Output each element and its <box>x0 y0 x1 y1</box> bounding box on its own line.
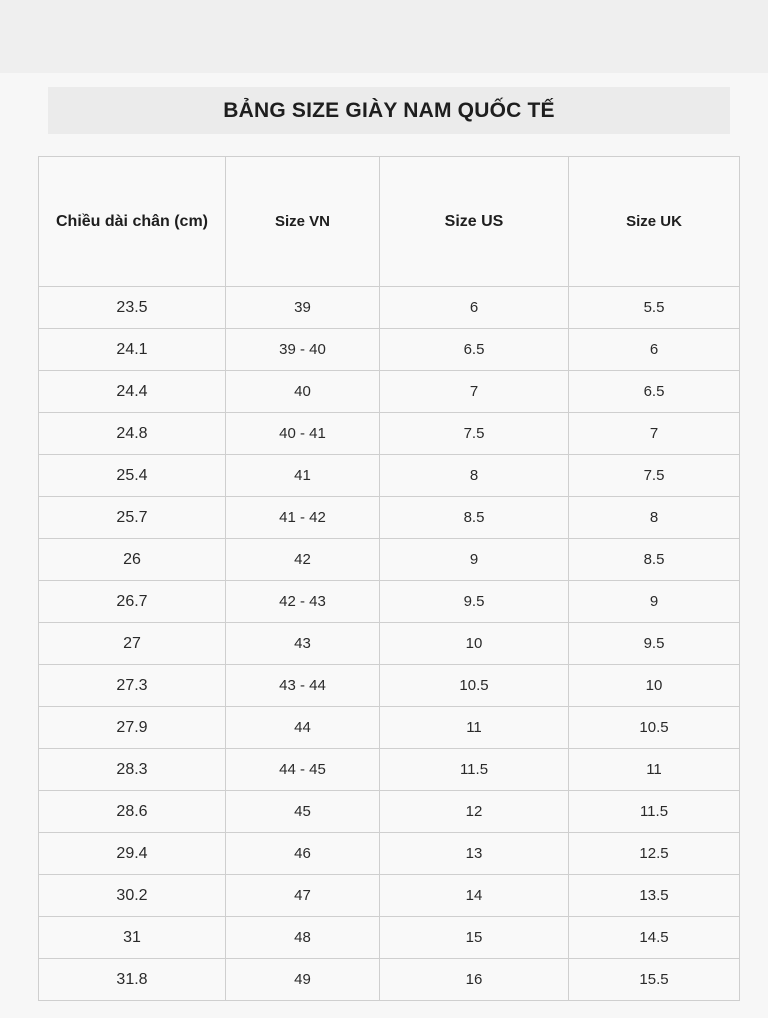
cell-size-uk: 9 <box>569 581 740 623</box>
cell-size-us: 10 <box>380 623 569 665</box>
table-row <box>39 497 740 539</box>
cell-foot-length: 27.9 <box>39 707 226 749</box>
table-row <box>39 287 740 329</box>
cell-size-us: 11.5 <box>380 749 569 791</box>
cell-size-us: 15 <box>380 917 569 959</box>
cell-size-vn: 39 - 40 <box>226 329 380 371</box>
table-row <box>39 623 740 665</box>
table-row <box>39 917 740 959</box>
cell-size-vn: 41 <box>226 455 380 497</box>
cell-foot-length: 25.4 <box>39 455 226 497</box>
cell-foot-length: 31 <box>39 917 226 959</box>
cell-foot-length: 31.8 <box>39 959 226 1001</box>
table-body <box>39 287 740 1001</box>
cell-size-vn: 44 - 45 <box>226 749 380 791</box>
cell-size-uk: 7.5 <box>569 455 740 497</box>
cell-size-uk: 8 <box>569 497 740 539</box>
cell-size-us: 8.5 <box>380 497 569 539</box>
cell-size-vn: 48 <box>226 917 380 959</box>
cell-size-vn: 43 - 44 <box>226 665 380 707</box>
table-row <box>39 959 740 1001</box>
cell-size-uk: 11.5 <box>569 791 740 833</box>
table-row <box>39 707 740 749</box>
cell-foot-length: 27 <box>39 623 226 665</box>
cell-size-vn: 40 <box>226 371 380 413</box>
column-header-size-vn: Size VN <box>226 157 380 287</box>
cell-size-uk: 15.5 <box>569 959 740 1001</box>
cell-size-uk: 13.5 <box>569 875 740 917</box>
table-row <box>39 371 740 413</box>
cell-foot-length: 28.3 <box>39 749 226 791</box>
cell-size-vn: 47 <box>226 875 380 917</box>
table-row <box>39 791 740 833</box>
cell-size-vn: 44 <box>226 707 380 749</box>
cell-size-us: 8 <box>380 455 569 497</box>
column-header-foot-length: Chiều dài chân (cm) <box>39 157 226 287</box>
column-header-size-us: Size US <box>380 157 569 287</box>
cell-size-uk: 8.5 <box>569 539 740 581</box>
cell-size-us: 12 <box>380 791 569 833</box>
table-row <box>39 539 740 581</box>
cell-size-vn: 39 <box>226 287 380 329</box>
page-title: BẢNG SIZE GIÀY NAM QUỐC TẾ <box>223 98 555 122</box>
cell-foot-length: 27.3 <box>39 665 226 707</box>
cell-size-vn: 46 <box>226 833 380 875</box>
cell-size-uk: 6 <box>569 329 740 371</box>
cell-foot-length: 23.5 <box>39 287 226 329</box>
table-row <box>39 833 740 875</box>
cell-size-us: 7 <box>380 371 569 413</box>
table-row <box>39 875 740 917</box>
cell-size-uk: 5.5 <box>569 287 740 329</box>
cell-size-vn: 42 <box>226 539 380 581</box>
cell-size-uk: 10.5 <box>569 707 740 749</box>
cell-size-us: 10.5 <box>380 665 569 707</box>
cell-size-vn: 49 <box>226 959 380 1001</box>
cell-size-us: 9 <box>380 539 569 581</box>
cell-size-us: 6.5 <box>380 329 569 371</box>
size-chart-table <box>38 156 740 1001</box>
table-row <box>39 749 740 791</box>
top-band <box>0 0 768 73</box>
cell-size-us: 13 <box>380 833 569 875</box>
cell-foot-length: 26.7 <box>39 581 226 623</box>
cell-size-uk: 10 <box>569 665 740 707</box>
cell-size-uk: 12.5 <box>569 833 740 875</box>
cell-foot-length: 29.4 <box>39 833 226 875</box>
cell-size-us: 6 <box>380 287 569 329</box>
cell-foot-length: 30.2 <box>39 875 226 917</box>
column-header-size-uk: Size UK <box>569 157 740 287</box>
title-bar <box>48 87 730 134</box>
cell-size-us: 11 <box>380 707 569 749</box>
cell-foot-length: 28.6 <box>39 791 226 833</box>
table-row <box>39 413 740 455</box>
cell-size-uk: 11 <box>569 749 740 791</box>
cell-size-uk: 14.5 <box>569 917 740 959</box>
cell-size-us: 16 <box>380 959 569 1001</box>
cell-size-vn: 40 - 41 <box>226 413 380 455</box>
cell-size-vn: 41 - 42 <box>226 497 380 539</box>
table-row <box>39 455 740 497</box>
cell-size-uk: 6.5 <box>569 371 740 413</box>
cell-size-uk: 7 <box>569 413 740 455</box>
cell-foot-length: 26 <box>39 539 226 581</box>
cell-size-us: 7.5 <box>380 413 569 455</box>
table-row <box>39 581 740 623</box>
cell-foot-length: 25.7 <box>39 497 226 539</box>
table-row <box>39 665 740 707</box>
cell-size-us: 14 <box>380 875 569 917</box>
cell-foot-length: 24.1 <box>39 329 226 371</box>
cell-size-vn: 42 - 43 <box>226 581 380 623</box>
table-row <box>39 329 740 371</box>
cell-size-vn: 45 <box>226 791 380 833</box>
table-header-row <box>39 157 740 287</box>
cell-size-us: 9.5 <box>380 581 569 623</box>
cell-size-vn: 43 <box>226 623 380 665</box>
cell-size-uk: 9.5 <box>569 623 740 665</box>
cell-foot-length: 24.8 <box>39 413 226 455</box>
cell-foot-length: 24.4 <box>39 371 226 413</box>
